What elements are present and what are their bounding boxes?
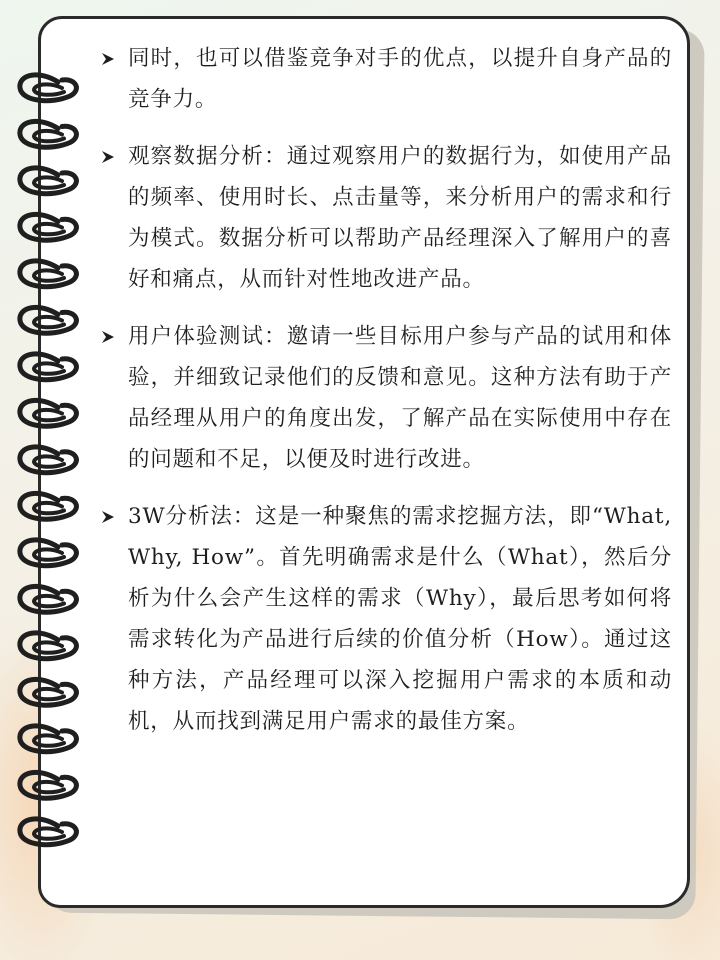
- spiral-ring-icon: [20, 354, 77, 380]
- spiral-ring-icon: [20, 493, 77, 519]
- spiral-ring-icon: [20, 586, 77, 612]
- spiral-ring-icon: [20, 540, 77, 566]
- spiral-ring-icon: [20, 772, 77, 798]
- list-item-text: 观察数据分析：通过观察用户的数据行为，如使用产品的频率、使用时长、点击量等，来分析用户的需求和行为模式。数据分析可以帮助产品经理深入了解用户的喜好和痛点，从而针对性地改进产品。: [128, 144, 672, 292]
- list-item: [100, 496, 672, 742]
- spiral-ring-icon: [20, 214, 77, 240]
- list-item-text: 用户体验测试：邀请一些目标用户参与产品的试用和体验，并细致记录他们的反馈和意见。这种方法有助于产品经理从用户的角度出发，了解产品在实际使用中存在的问题和不足，以便及时进行改进。: [128, 324, 672, 472]
- spiral-ring-icon: [20, 447, 77, 473]
- spiral-ring-icon: [20, 168, 77, 194]
- arrow-bullet-icon: [100, 496, 128, 537]
- list-item: [100, 316, 672, 480]
- arrow-bullet-icon: [100, 136, 128, 177]
- spiral-ring-icon: [20, 679, 77, 705]
- arrow-bullet-icon: [100, 38, 128, 79]
- page-content: [100, 38, 672, 758]
- list-item: [100, 38, 672, 120]
- spiral-ring-icon: [20, 121, 77, 147]
- spiral-ring-icon: [20, 726, 77, 752]
- list-item-text: 同时，也可以借鉴竞争对手的优点，以提升自身产品的竞争力。: [128, 46, 672, 112]
- list-item-text: 3W分析法：这是一种聚焦的需求挖掘方法，即“What, Why, How”。首先明确需求是什么（What），然后分析为什么会产生这样的需求（Why），最后思考如何将需求转化为产品进行后续的价值分析（How）。通过这种方法，产品经理可以深入挖掘用户需求的本质和动机，从而找到满足用户需求的最佳方案。: [128, 504, 672, 734]
- spiral-ring-icon: [20, 261, 77, 287]
- arrow-bullet-icon: [100, 316, 128, 357]
- list-item: [100, 136, 672, 300]
- spiral-ring-icon: [20, 75, 77, 101]
- spiral-ring-icon: [20, 307, 77, 333]
- spiral-ring-icon: [20, 400, 77, 426]
- spiral-ring-icon: [20, 633, 77, 659]
- spiral-ring-icon: [20, 819, 77, 845]
- spiral-binding: [0, 0, 100, 960]
